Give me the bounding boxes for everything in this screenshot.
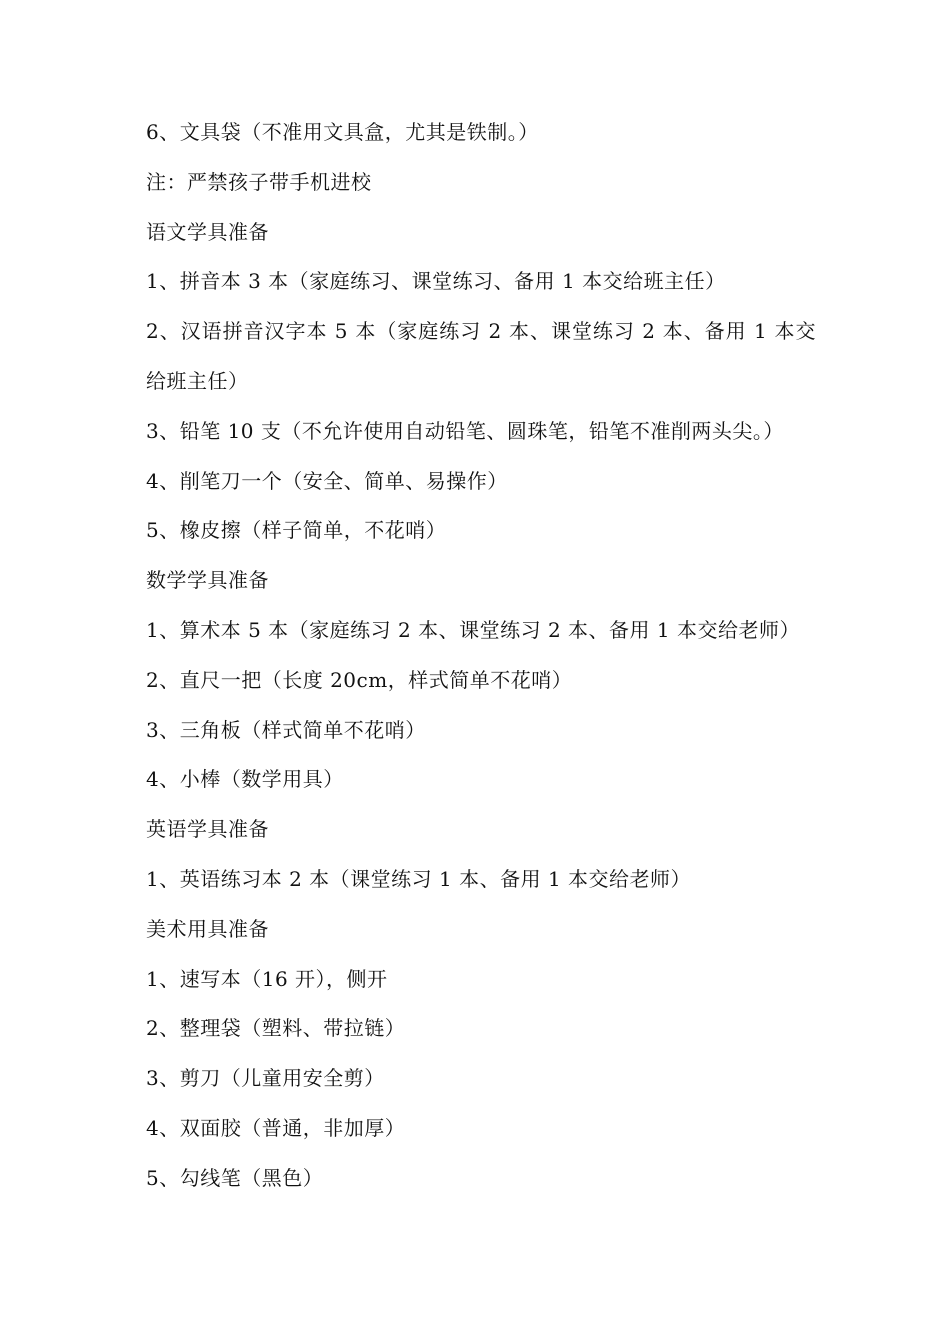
list-item: 4、削笔刀一个（安全、简单、易操作） xyxy=(146,468,508,493)
list-item: 4、双面胶（普通，非加厚） xyxy=(146,1115,406,1140)
list-item: 5、橡皮擦（样子简单，不花哨） xyxy=(146,518,447,543)
list-item-stationery-bag: 6、文具袋（不准用文具盒，尤其是铁制。） xyxy=(146,120,539,144)
list-item: 2、汉语拼音汉字本 5 本（家庭练习 2 本、课堂练习 2 本、备用 1 本交给班主任） xyxy=(146,319,816,393)
section-heading-chinese: 语文学具准备 xyxy=(146,219,269,244)
section-heading-english: 英语学具准备 xyxy=(146,817,269,842)
list-item: 4、小棒（数学用具） xyxy=(146,767,344,792)
document-body xyxy=(146,108,826,1204)
list-item: 3、铅笔 10 支（不允许使用自动铅笔、圆珠笔，铅笔不准削两头尖。） xyxy=(146,418,784,443)
list-item: 2、整理袋（塑料、带拉链） xyxy=(146,1016,406,1041)
list-item: 1、速写本（16 开），侧开 xyxy=(146,966,388,991)
list-item: 1、英语练习本 2 本（课堂练习 1 本、备用 1 本交给老师） xyxy=(146,866,692,891)
list-item: 2、直尺一把（长度 20cm，样式简单不花哨） xyxy=(146,667,573,692)
note-no-phones: 注：严禁孩子带手机进校 xyxy=(146,169,372,194)
list-item: 1、算术本 5 本（家庭练习 2 本、课堂练习 2 本、备用 1 本交给老师） xyxy=(146,617,800,642)
list-item: 1、拼音本 3 本（家庭练习、课堂练习、备用 1 本交给班主任） xyxy=(146,269,726,294)
list-item: 3、剪刀（儿童用安全剪） xyxy=(146,1066,385,1091)
list-item: 5、勾线笔（黑色） xyxy=(146,1165,324,1190)
section-heading-math: 数学学具准备 xyxy=(146,568,269,593)
section-heading-art: 美术用具准备 xyxy=(146,916,269,941)
list-item: 3、三角板（样式简单不花哨） xyxy=(146,717,426,742)
